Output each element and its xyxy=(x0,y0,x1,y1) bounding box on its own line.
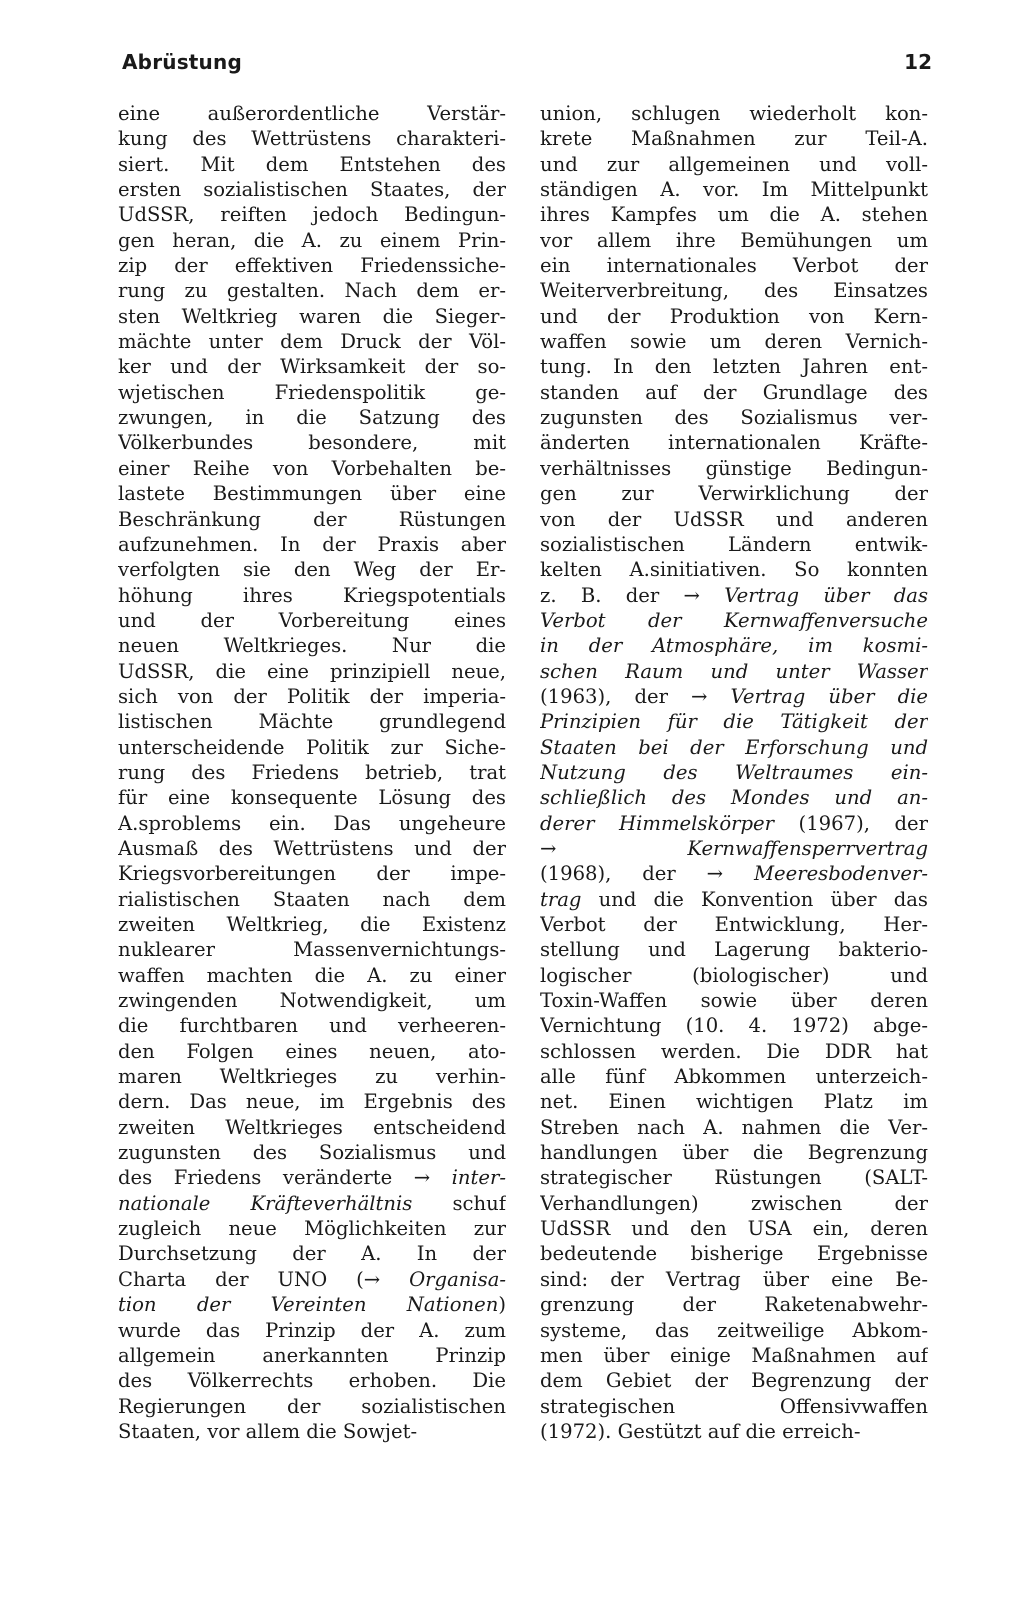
italic-reference: nationale Kräfteverhältnis xyxy=(118,1191,413,1215)
text-segment: schlossen werden. Die DDR hat xyxy=(540,1039,928,1063)
text-line xyxy=(540,304,928,329)
text-segment: union, schlugen wiederholt kon- xyxy=(540,102,928,125)
text-segment: kelten A.sinitiativen. So konnten xyxy=(540,558,928,582)
text-line xyxy=(540,887,928,912)
text-segment: zugunsten des Sozialismus ver- xyxy=(540,406,928,430)
text-segment: eine außerordentliche Verstär- xyxy=(118,102,506,125)
text-line xyxy=(118,228,506,253)
text-line xyxy=(118,1267,506,1292)
text-line xyxy=(118,760,506,785)
text-line xyxy=(118,1216,506,1241)
italic-reference: Meeresbodenver- xyxy=(753,862,928,886)
text-line xyxy=(118,912,506,937)
text-line xyxy=(118,836,506,861)
text-segment: schuf xyxy=(412,1191,506,1215)
text-segment: höhung ihres Kriegspotentials xyxy=(118,583,506,607)
text-line xyxy=(540,988,928,1013)
text-line xyxy=(540,1115,928,1140)
text-line xyxy=(118,152,506,177)
text-line xyxy=(118,963,506,988)
text-segment: grenzung der Raketenabwehr- xyxy=(540,1293,928,1317)
text-segment: Toxin-Waffen sowie über deren xyxy=(540,989,928,1013)
italic-reference: Organisa- xyxy=(409,1267,506,1291)
text-line xyxy=(540,126,928,151)
text-segment: rung des Friedens betrieb, trat xyxy=(118,760,506,784)
text-line xyxy=(118,1064,506,1089)
text-segment: und zur allgemeinen und voll- xyxy=(540,152,928,176)
text-segment: waffen sowie um deren Vernich- xyxy=(540,330,928,354)
text-segment: aufzunehmen. In der Praxis aber xyxy=(118,532,506,556)
text-segment: Vernichtung (10. 4. 1972) abge- xyxy=(540,1014,928,1038)
text-segment: zip der effektiven Friedenssiche- xyxy=(118,254,506,278)
text-segment: mächte unter dem Druck der Völ- xyxy=(118,330,506,354)
text-segment: (1963), der → xyxy=(540,684,731,708)
text-segment: nuklearer Massenvernichtungs- xyxy=(118,938,506,962)
text-segment: ein internationales Verbot der xyxy=(540,254,928,278)
text-line xyxy=(540,1394,928,1419)
italic-reference: Nutzung des Weltraumes ein- xyxy=(540,760,928,784)
text-segment: sten Weltkrieg waren die Sieger- xyxy=(118,304,506,328)
text-segment: neuen Weltkrieges. Nur die xyxy=(118,634,506,658)
text-line xyxy=(540,532,928,557)
text-segment: ihres Kampfes um die A. stehen xyxy=(540,203,928,227)
text-segment: systeme, das zeitweilige Abkom- xyxy=(540,1318,928,1342)
text-line xyxy=(118,887,506,912)
page-header-title: Abrüstung xyxy=(122,50,242,74)
text-line xyxy=(540,1241,928,1266)
text-segment: für eine konsequente Lösung des xyxy=(118,786,506,810)
text-line xyxy=(118,811,506,836)
text-segment: wjetischen Friedenspolitik ge- xyxy=(118,380,506,404)
text-line xyxy=(540,1191,928,1216)
text-segment: verhältnisses günstige Bedingun- xyxy=(540,456,928,480)
text-line xyxy=(540,1140,928,1165)
text-line xyxy=(540,1039,928,1064)
text-line xyxy=(118,1343,506,1368)
text-segment: (1972). Gestützt auf die erreich- xyxy=(540,1419,861,1443)
text-segment: lastete Bestimmungen über eine xyxy=(118,482,506,506)
text-segment: rung zu gestalten. Nach dem er- xyxy=(118,279,506,303)
text-line xyxy=(540,1368,928,1393)
italic-reference: Verbot der Kernwaffenversuche xyxy=(540,608,928,632)
text-segment: kung des Wettrüstens charakteri- xyxy=(118,127,506,151)
text-line xyxy=(540,1216,928,1241)
text-line xyxy=(118,1394,506,1419)
text-line xyxy=(540,456,928,481)
text-segment: UdSSR, reiften jedoch Bedingun- xyxy=(118,203,506,227)
text-line xyxy=(540,1343,928,1368)
text-line xyxy=(118,1140,506,1165)
text-line xyxy=(540,912,928,937)
text-segment: unterscheidende Politik zur Siche- xyxy=(118,735,506,759)
text-line xyxy=(118,456,506,481)
text-line xyxy=(540,1013,928,1038)
text-line xyxy=(540,507,928,532)
text-column-right xyxy=(540,101,928,1444)
text-segment: bedeutende bisherige Ergebnisse xyxy=(540,1242,928,1266)
text-segment: verfolgten sie den Weg der Er- xyxy=(118,558,506,582)
text-segment: die furchtbaren und verheeren- xyxy=(118,1014,506,1038)
text-line xyxy=(118,659,506,684)
text-segment: ) xyxy=(498,1293,506,1317)
text-segment: Streben nach A. nahmen die Ver- xyxy=(540,1115,928,1139)
text-line xyxy=(118,1115,506,1140)
text-line xyxy=(118,481,506,506)
italic-reference: schen Raum und unter Wasser xyxy=(540,659,928,683)
text-line xyxy=(540,735,928,760)
text-line xyxy=(540,811,928,836)
text-segment: maren Weltkrieges zu verhin- xyxy=(118,1065,506,1089)
text-segment: alle fünf Abkommen unterzeich- xyxy=(540,1065,928,1089)
text-line xyxy=(118,507,506,532)
text-line xyxy=(540,1419,928,1444)
text-line xyxy=(118,684,506,709)
text-segment: men über einige Maßnahmen auf xyxy=(540,1343,928,1367)
text-line xyxy=(540,1267,928,1292)
text-line xyxy=(540,583,928,608)
text-line xyxy=(118,354,506,379)
text-segment: des Völkerrechts erhoben. Die xyxy=(118,1369,506,1393)
page-number: 12 xyxy=(904,50,932,74)
text-line xyxy=(118,1318,506,1343)
italic-reference: Vertrag über das xyxy=(724,583,928,607)
text-line xyxy=(118,202,506,227)
text-segment: zugunsten des Sozialismus und xyxy=(118,1141,506,1165)
text-line xyxy=(118,1089,506,1114)
text-segment: z. B. der → xyxy=(540,583,725,607)
text-line xyxy=(118,1013,506,1038)
text-segment: und der Produktion von Kern- xyxy=(540,304,928,328)
text-segment: handlungen über die Begrenzung xyxy=(540,1141,928,1165)
text-segment: allgemein anerkannten Prinzip xyxy=(118,1343,506,1367)
text-line xyxy=(540,253,928,278)
text-segment: strategischen Offensivwaffen xyxy=(540,1394,928,1418)
text-line xyxy=(540,228,928,253)
text-line xyxy=(118,937,506,962)
text-segment: strategischer Rüstungen (SALT- xyxy=(540,1166,928,1190)
italic-reference: Prinzipien für die Tätigkeit der xyxy=(540,710,928,734)
text-segment: gen heran, die A. zu einem Prin- xyxy=(118,228,506,252)
text-segment: tung. In den letzten Jahren ent- xyxy=(540,355,928,379)
text-line xyxy=(540,152,928,177)
text-line xyxy=(540,329,928,354)
text-segment: zweiten Weltkrieges entscheidend xyxy=(118,1115,506,1139)
text-line xyxy=(540,633,928,658)
text-segment: UdSSR, die eine prinzipiell neue, xyxy=(118,659,506,683)
italic-reference: schließlich des Mondes und an- xyxy=(540,786,928,810)
text-line xyxy=(118,126,506,151)
text-line xyxy=(118,177,506,202)
text-segment: rialistischen Staaten nach dem xyxy=(118,887,506,911)
text-segment: sozialistischen Ländern entwik- xyxy=(540,532,928,556)
text-segment: (1967), der xyxy=(774,811,928,835)
text-line xyxy=(540,785,928,810)
text-line xyxy=(540,760,928,785)
text-segment: dem Gebiet der Begrenzung der xyxy=(540,1369,928,1393)
text-line xyxy=(118,557,506,582)
text-line xyxy=(118,101,506,126)
text-line xyxy=(118,304,506,329)
text-line xyxy=(540,963,928,988)
text-segment: wurde das Prinzip der A. zum xyxy=(118,1318,506,1342)
text-line xyxy=(118,1368,506,1393)
text-line xyxy=(540,1064,928,1089)
text-line xyxy=(540,937,928,962)
text-line xyxy=(540,1089,928,1114)
text-line xyxy=(540,836,928,861)
text-segment: Charta der UNO (→ xyxy=(118,1267,410,1291)
italic-reference: Vertrag über die xyxy=(730,684,928,708)
text-segment: ersten sozialistischen Staates, der xyxy=(118,178,506,202)
text-line xyxy=(118,1165,506,1190)
text-segment: Staaten, vor allem die Sowjet- xyxy=(118,1419,418,1443)
text-segment: Weiterverbreitung, des Einsatzes xyxy=(540,279,928,303)
text-segment: Völkerbundes besondere, mit xyxy=(118,431,506,455)
text-segment: den Folgen eines neuen, ato- xyxy=(118,1039,506,1063)
text-segment: einer Reihe von Vorbehalten be- xyxy=(118,456,506,480)
text-line xyxy=(540,709,928,734)
text-segment: Regierungen der sozialistischen xyxy=(118,1394,506,1418)
text-segment: listischen Mächte grundlegend xyxy=(118,710,506,734)
text-segment: standen auf der Grundlage des xyxy=(540,380,928,404)
text-segment: siert. Mit dem Entstehen des xyxy=(118,152,506,176)
text-segment: A.sproblems ein. Das ungeheure xyxy=(118,811,506,835)
text-line xyxy=(540,861,928,886)
text-line xyxy=(118,633,506,658)
text-segment: änderten internationalen Kräfte- xyxy=(540,431,928,455)
text-line xyxy=(118,380,506,405)
text-line xyxy=(118,735,506,760)
text-segment: zweiten Weltkrieg, die Existenz xyxy=(118,913,506,936)
italic-reference: tion der Vereinten Nationen xyxy=(118,1293,499,1317)
text-segment: sind: der Vertrag über eine Be- xyxy=(540,1267,928,1291)
text-line xyxy=(540,430,928,455)
text-line xyxy=(118,1191,506,1216)
text-segment: Durchsetzung der A. In der xyxy=(118,1242,506,1266)
text-line xyxy=(540,405,928,430)
text-segment: von der UdSSR und anderen xyxy=(540,507,928,531)
text-line xyxy=(540,608,928,633)
text-segment: und die Konvention über das xyxy=(581,887,928,911)
text-line xyxy=(118,532,506,557)
italic-reference: inter- xyxy=(451,1166,506,1190)
text-line xyxy=(118,709,506,734)
text-segment: ker und der Wirksamkeit der so- xyxy=(118,355,506,379)
text-line xyxy=(540,202,928,227)
text-line xyxy=(540,1292,928,1317)
text-segment: stellung und Lagerung bakterio- xyxy=(540,938,928,962)
italic-reference: derer Himmelskörper xyxy=(540,811,774,835)
text-segment: gen zur Verwirklichung der xyxy=(540,482,928,506)
text-segment: Verhandlungen) zwischen der xyxy=(540,1191,928,1215)
text-segment: zugleich neue Möglichkeiten zur xyxy=(118,1217,506,1241)
text-segment: net. Einen wichtigen Platz im xyxy=(540,1090,928,1114)
text-segment: Beschränkung der Rüstungen xyxy=(118,507,506,531)
text-segment: vor allem ihre Bemühungen um xyxy=(540,228,928,252)
text-line xyxy=(118,329,506,354)
text-line xyxy=(540,481,928,506)
text-line xyxy=(540,1318,928,1343)
text-line xyxy=(118,1241,506,1266)
text-segment: zwungen, in die Satzung des xyxy=(118,406,506,430)
text-segment: zwingenden Notwendigkeit, um xyxy=(118,989,506,1013)
italic-reference: Kernwaffensperrvertrag xyxy=(687,836,928,860)
italic-reference: trag xyxy=(540,887,582,911)
text-segment: Verbot der Entwicklung, Her- xyxy=(540,913,928,936)
text-line xyxy=(540,380,928,405)
text-line xyxy=(118,785,506,810)
text-segment: und der Vorbereitung eines xyxy=(118,608,506,632)
text-line xyxy=(540,278,928,303)
text-line xyxy=(118,861,506,886)
text-line xyxy=(118,988,506,1013)
italic-reference: in der Atmosphäre, im kosmi- xyxy=(540,634,928,658)
text-segment: (1968), der → xyxy=(540,862,754,886)
text-segment: Kriegsvorbereitungen der impe- xyxy=(118,862,506,886)
text-line xyxy=(118,1292,506,1317)
text-segment: waffen machten die A. zu einer xyxy=(118,963,506,987)
text-segment: Ausmaß des Wettrüstens und der xyxy=(118,836,506,860)
text-segment: ständigen A. vor. Im Mittelpunkt xyxy=(540,178,928,202)
text-line xyxy=(118,608,506,633)
text-line xyxy=(540,684,928,709)
text-line xyxy=(118,430,506,455)
text-segment: UdSSR und den USA ein, deren xyxy=(540,1217,928,1241)
italic-reference: Staaten bei der Erforschung und xyxy=(540,735,928,759)
text-segment: dern. Das neue, im Ergebnis des xyxy=(118,1090,506,1114)
text-line xyxy=(540,177,928,202)
text-line xyxy=(118,583,506,608)
text-column-left xyxy=(118,101,506,1444)
text-line xyxy=(118,253,506,278)
text-line xyxy=(118,1039,506,1064)
text-line xyxy=(118,278,506,303)
text-line xyxy=(540,659,928,684)
text-line xyxy=(540,101,928,126)
text-line xyxy=(540,557,928,582)
text-segment: → xyxy=(540,836,688,860)
text-segment: krete Maßnahmen zur Teil-A. xyxy=(540,127,928,151)
text-line xyxy=(118,1419,506,1444)
text-line xyxy=(118,405,506,430)
text-segment: sich von der Politik der imperia- xyxy=(118,684,506,708)
text-segment: logischer (biologischer) und xyxy=(540,963,928,987)
text-line xyxy=(540,1165,928,1190)
text-segment: des Friedens veränderte → xyxy=(118,1166,452,1190)
text-line xyxy=(540,354,928,379)
